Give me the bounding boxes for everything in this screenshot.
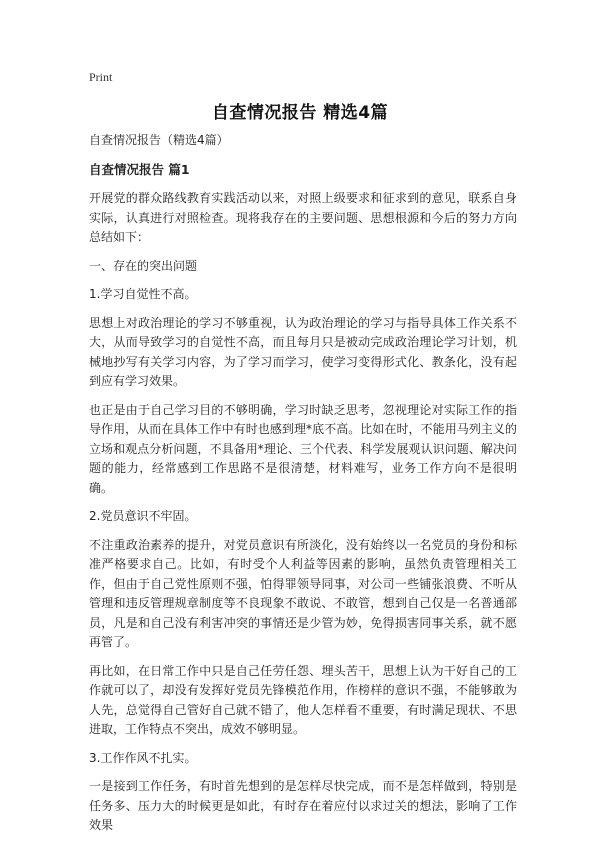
section-heading: 自查情况报告 篇1	[89, 161, 190, 177]
document-title: 自查情况报告 精选4篇	[211, 103, 389, 123]
subheading-style: 3.工作作风不扎实。	[89, 750, 197, 765]
document-subtitle: 自查情况报告（精选4篇）	[89, 133, 229, 147]
paragraph-party-2: 再比如，在日常工作中只是自己任劳任怨、埋头苦干，思想上认为干好自己的工作就可以了，却没有发挥好党员先锋模范作用，作榜样的意识不强，不能够敢为人先，总觉得自己管好自己就不错了，他人怎样看不重要，有时满足现状、不思进取，工作特点不突出，成效不够明显。	[89, 663, 517, 736]
paragraph-study-1: 思想上对政治理论的学习不够重视，认为政治理论的学习与指导具体工作关系不大，从而导致学习的自觉性不高，而且每月只是被动完成政治理论学习计划，机械地抄写有关学习内容，为了学习而学习，使学习变得形式化、教条化，没有起到应有学习效果。	[89, 315, 517, 388]
print-link[interactable]: Print	[89, 70, 113, 84]
paragraph-study-2: 也正是由于自己学习目的不够明确，学习时缺乏思考，忽视理论对实际工作的指导作用，从而在具体工作中有时也感到理*底不高。比如在时，不能用马列主义的立场和观点分析问题，不具备用*理论、三个代表、科学发展观认识问题、解决问题的能力，经常感到工作思路不是很清楚，材料难写，业务工作方向不是很明确。	[89, 402, 517, 495]
subheading-study: 1.学习自觉性不高。	[89, 287, 197, 301]
heading-problems: 一、存在的突出问题	[89, 258, 198, 273]
document-body	[89, 131, 517, 845]
paragraph-party-1: 不注重政治素养的提升，对党员意识有所淡化，没有始终以一名党员的身份和标准严格要求自己。比如，有时受个人利益等因素的影响，虽然负责管理相关工作，但由于自己党性原则不强，怕得罪领导同事，对公司一些铺张浪费、不听从管理和违反管理规章制度等不良现象不敢说、不敢管，想到自己仅是一名普通部员，凡是和自己没有利害冲突的事情还是少管为妙，免得损害同事关系，就不愿再管了。	[89, 537, 517, 649]
paragraph-intro: 开展党的群众路线教育实践活动以来，对照上级要求和征求到的意见，联系自身实际，认真进行对照检查。现将我存在的主要问题、思想根源和今后的努力方向总结如下：	[89, 191, 517, 244]
paragraph-style-1: 一是接到工作任务，有时首先想到的是怎样尽快完成，而不是怎样做到，特别是任务多、压力大的时候更是如此，有时存在着应付以求过关的想法，影响了工作效果	[89, 779, 517, 832]
subheading-party: 2.党员意识不牢固。	[89, 509, 197, 523]
